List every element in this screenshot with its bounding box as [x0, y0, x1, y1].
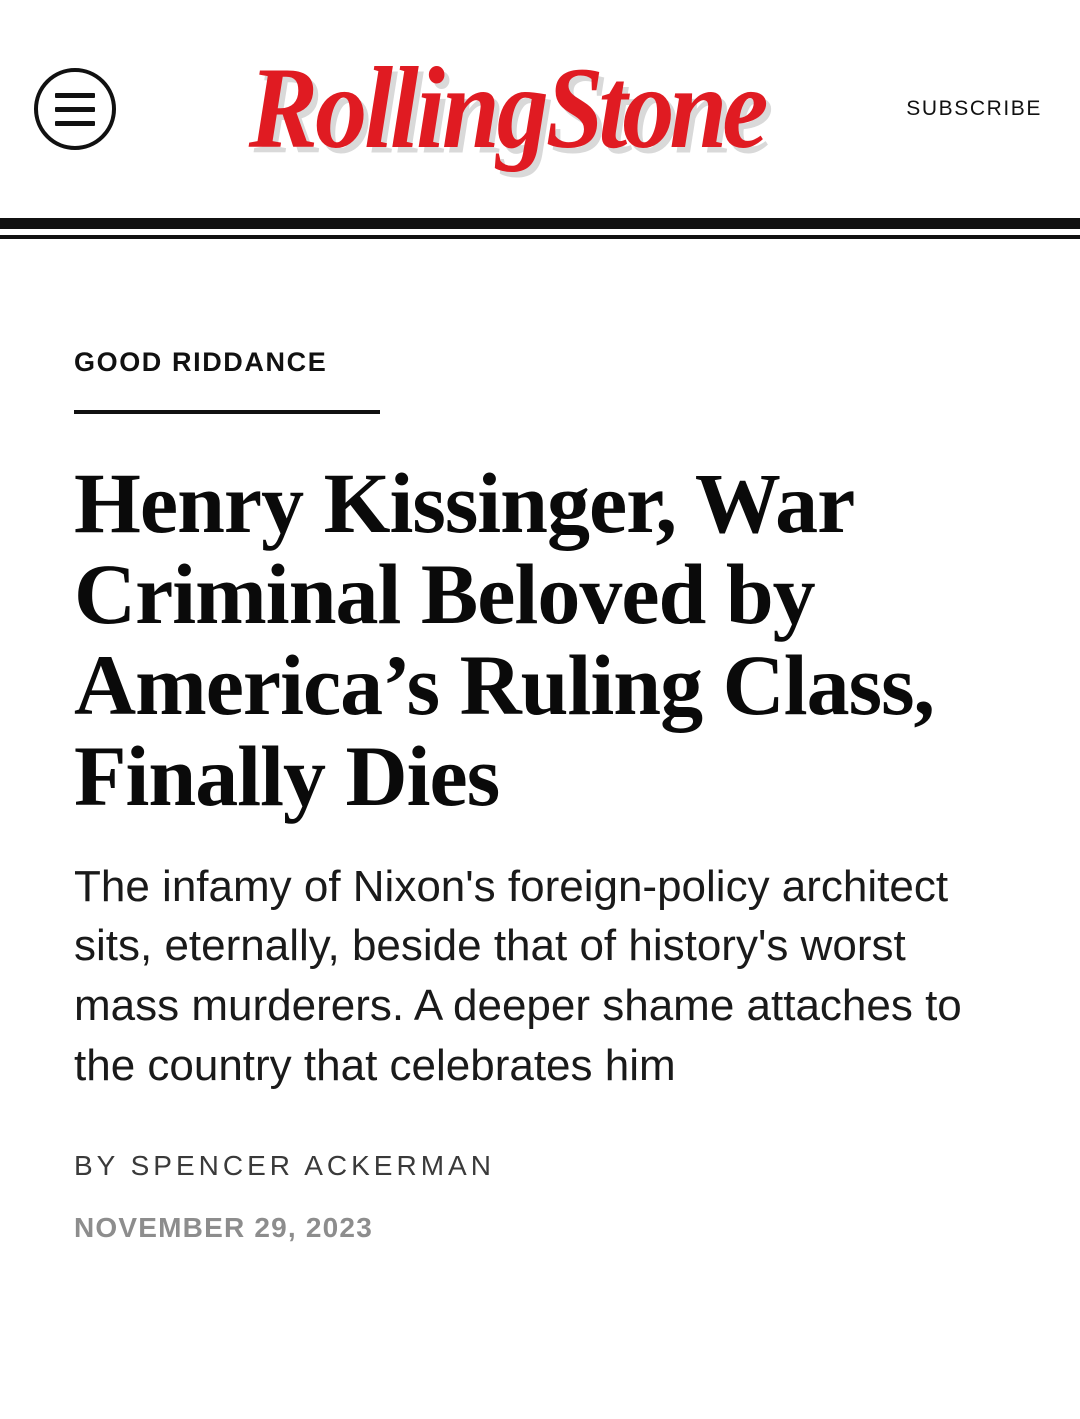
menu-bar-1	[55, 93, 95, 98]
site-header	[0, 0, 1080, 218]
menu-bar-3	[55, 121, 95, 126]
logo-word-stone: Stone	[545, 44, 764, 173]
header-rule-thick	[0, 218, 1080, 229]
article-body	[0, 239, 1080, 1244]
article-byline[interactable]: BY SPENCER ACKERMAN	[74, 1149, 495, 1181]
site-logo-text	[248, 44, 764, 173]
article-date: NOVEMBER 29, 2023	[74, 1211, 373, 1243]
page-title: Henry Kissinger, War Criminal Beloved by America’s Ruling Class, Finally Dies	[74, 455, 935, 825]
article-dek: The infamy of Nixon's foreign-policy architect sits, eternally, beside that of history's worst mass murderers. A deeper shame attaches to the country that celebrates him	[74, 861, 962, 1091]
hamburger-menu-icon[interactable]	[34, 68, 116, 150]
site-logo[interactable]	[106, 44, 906, 173]
article-eyebrow: GOOD RIDDANCE	[74, 347, 328, 377]
menu-bar-2	[55, 107, 95, 112]
subscribe-link[interactable]: SUBSCRIBE	[906, 97, 1042, 120]
logo-word-rolling: Rolling	[248, 44, 546, 173]
eyebrow-divider	[74, 410, 380, 414]
